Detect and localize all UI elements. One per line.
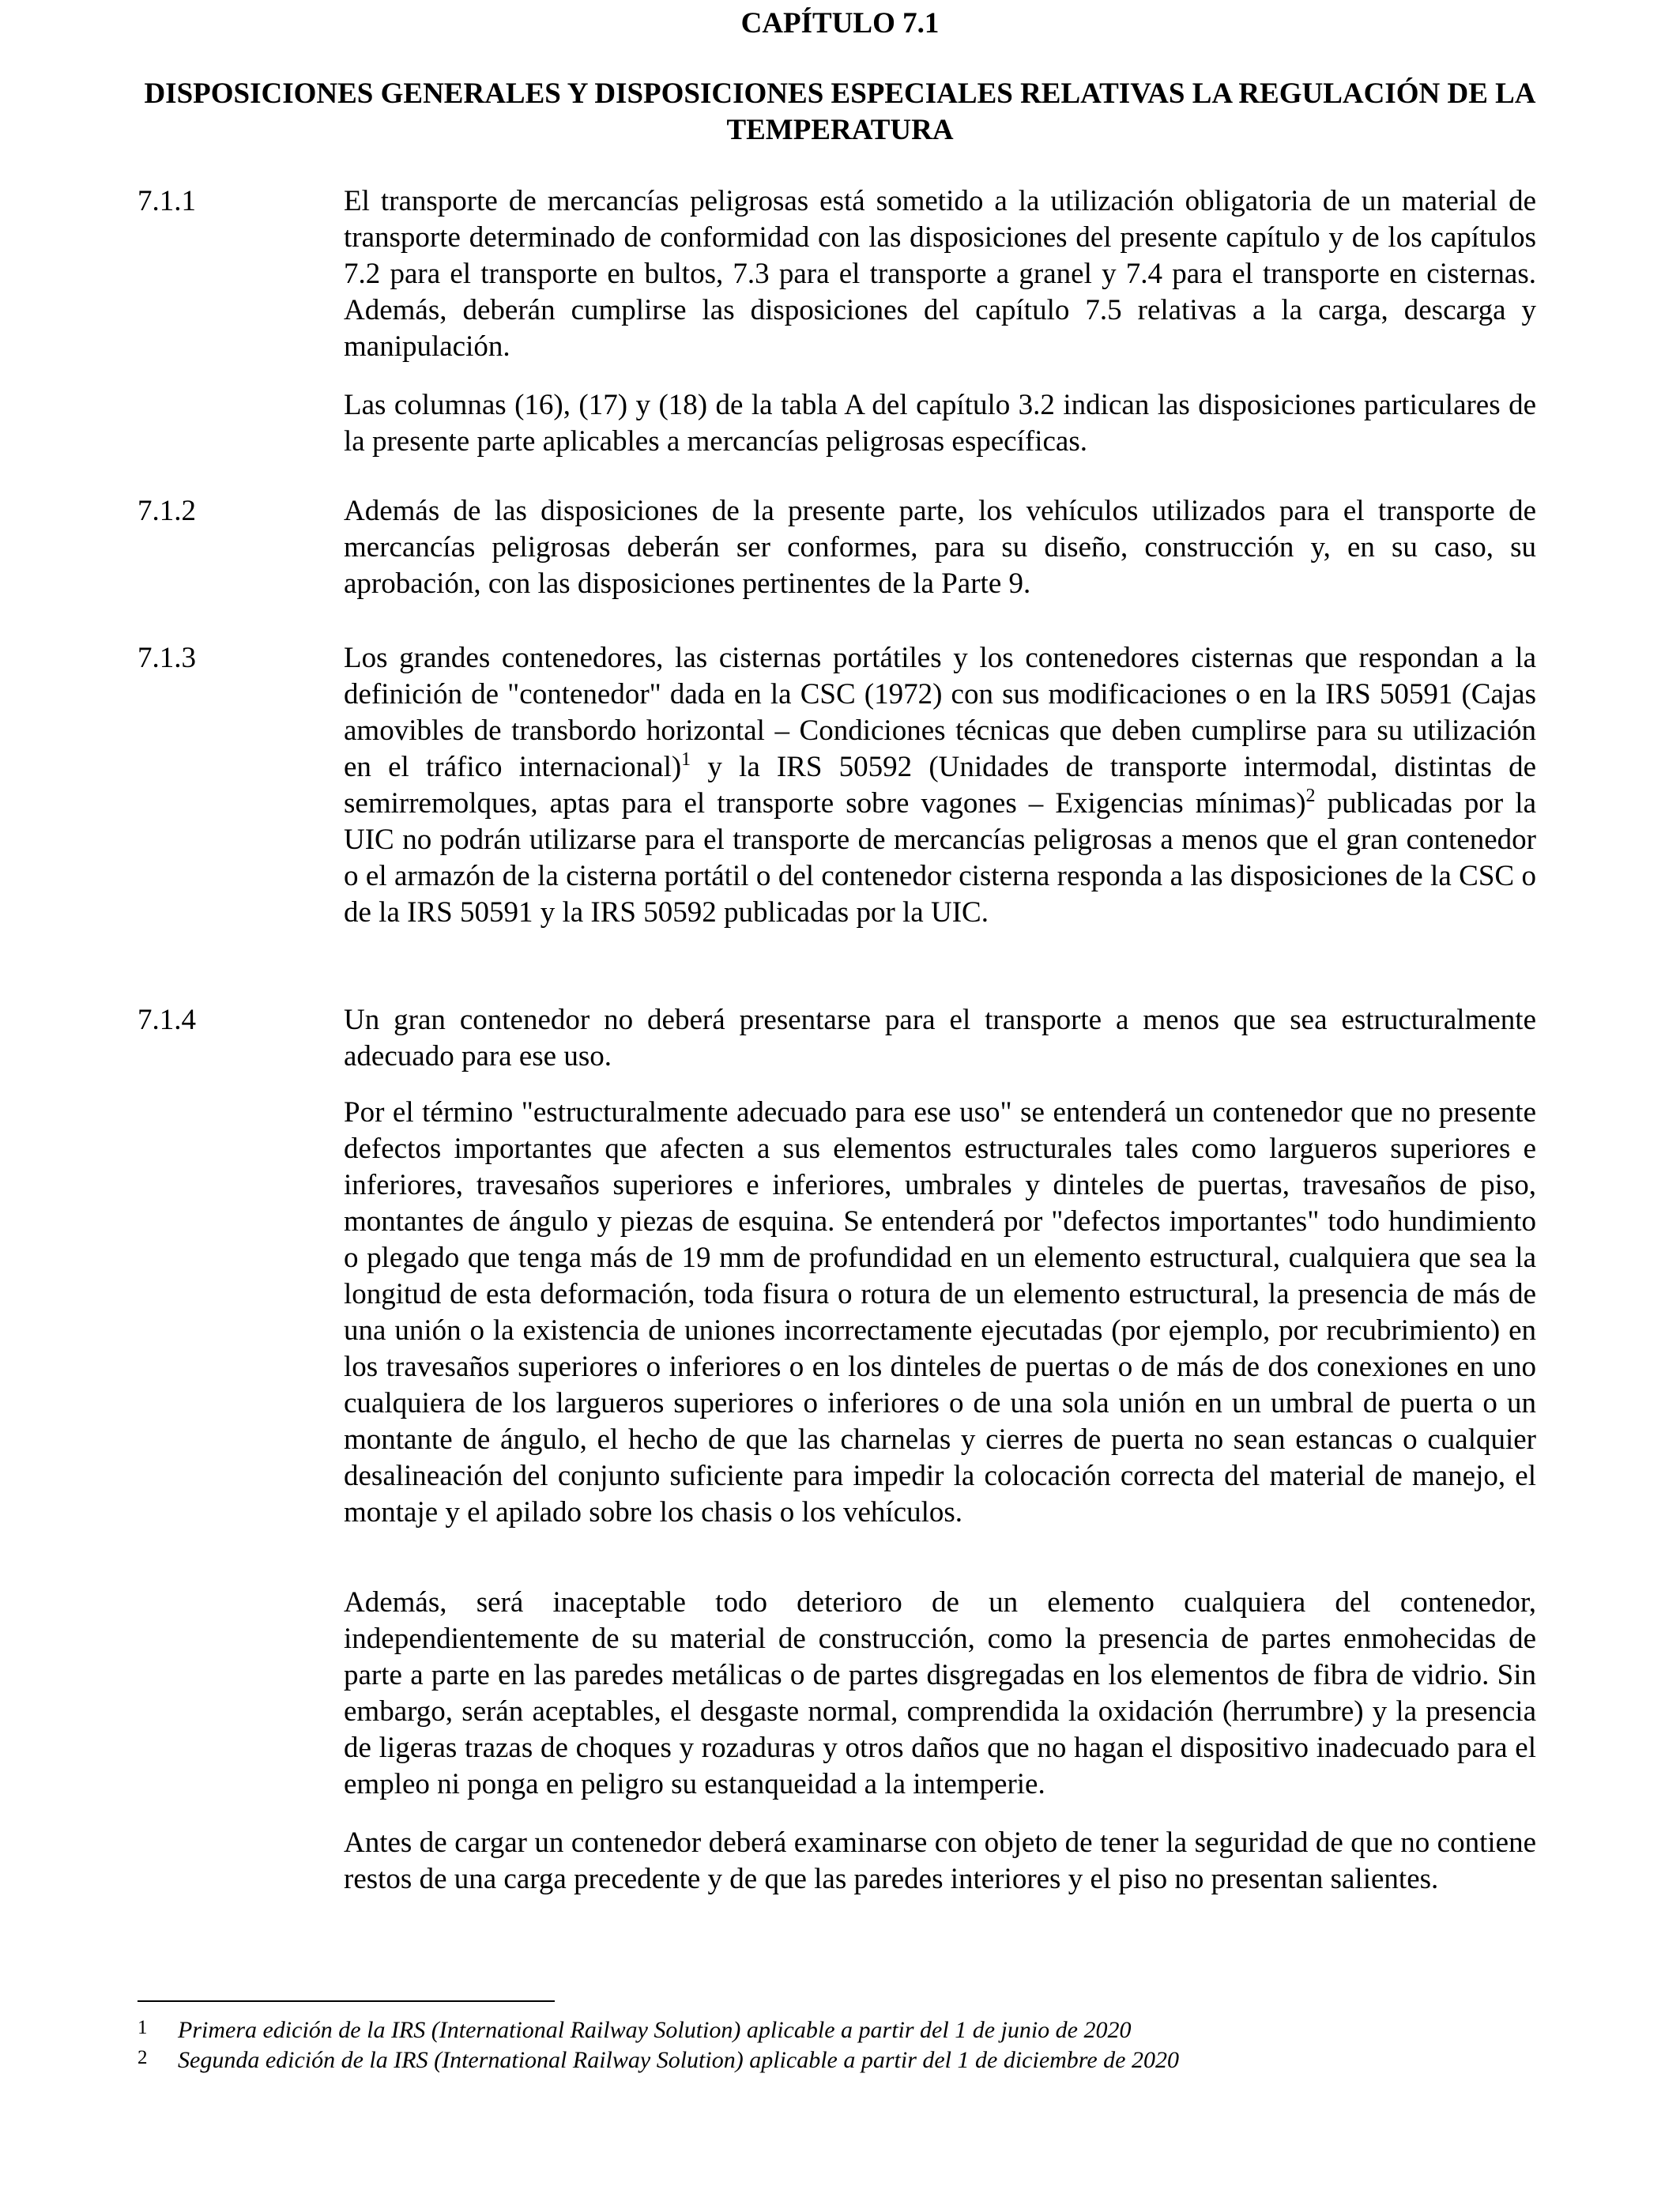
- section-number-7-1-2: 7.1.2: [137, 495, 196, 527]
- footnote-text-1: Primera edición de la IRS (International Railway Solution) aplicable a partir del 1 de junio de 2020: [178, 2017, 1132, 2043]
- section-7-1-1-paragraph-1: El transporte de mercancías peligrosas está sometido a la utilización obligatoria de un material de transporte determinado de conformidad con las disposiciones del presente capítulo y de los capítulos 7.2 para el transporte en bultos, 7.3 para el transporte a granel y 7.4 para el transporte en cisternas. Además, deberán cumplirse las disposiciones del capítulo 7.5 relativas a la carga, descarga y manipulación.: [344, 185, 1536, 363]
- section-7-1-3-text-c: publicadas por la UIC no podrán utilizarse para el transporte de mercancías peligrosas a menos que el gran contenedor o el armazón de la cisterna portátil o del contenedor cisterna responda a las disposiciones de la CSC o de la IRS 50591 y la IRS 50592 publicadas por la UIC.: [344, 787, 1537, 929]
- section-number-7-1-4: 7.1.4: [137, 1004, 196, 1036]
- section-7-1-4-paragraph-2: Por el término "estructuralmente adecuado para ese uso" se entenderá un contenedor que no presente defectos importantes que afecten a sus elementos estructurales tales como largueros superiores e inferiores, travesaños superiores e inferiores, umbrales y dinteles de puertas, travesaños de piso, montantes de ángulo y piezas de esquina. Se entenderá por "defectos importantes" todo hundimiento o plegado que tenga más de 19 mm de profundidad en un elemento estructural, cualquiera que sea la longitud de esta deformación, toda fisura o rotura de un elemento estructural, la presencia de más de una unión o la existencia de uniones incorrectamente ejecutadas (por ejemplo, por recubrimiento) en los travesaños superiores o inferiores o en los dinteles de puertas o de más de dos conexiones en uno cualquiera de los largueros superiores o inferiores o de una sola unión en un umbral de puerta o un montante de ángulo, el hecho de que las charnelas y cierres de puerta no sean estancas o cualquier desalineación del conjunto suficiente para impedir la colocación correcta del material de manejo, el montaje y el apilado sobre los chasis o los vehículos.: [344, 1096, 1536, 1529]
- footnote-number-1: 1: [137, 2017, 148, 2038]
- section-7-1-1-paragraph-2: Las columnas (16), (17) y (18) de la tabla A del capítulo 3.2 indican las disposiciones particulares de la presente parte aplicables a mercancías peligrosas específicas.: [344, 389, 1536, 458]
- section-7-1-3-text-a: Los grandes contenedores, las cisternas portátiles y los contenedores cisternas que respondan a la definición de "contenedor" dada en la CSC (1972) con sus modificaciones o en la IRS 50591 (Cajas amovibles de transbordo horizontal – Condiciones técnicas que deben cumplirse para su utilización en el tráfico internacional): [344, 642, 1536, 783]
- footnote-text-2: Segunda edición de la IRS (International Railway Solution) aplicable a partir del 1 de diciembre de 2020: [178, 2047, 1179, 2073]
- footnote-separator: [137, 2000, 555, 2002]
- footnote-reference-1: 1: [681, 749, 691, 770]
- chapter-title: DISPOSICIONES GENERALES Y DISPOSICIONES ESPECIALES RELATIVAS LA REGULACIÓN DE LA TEMPERATURA: [144, 77, 1536, 146]
- section-number-7-1-3: 7.1.3: [137, 642, 196, 674]
- footnote-number-2: 2: [137, 2047, 148, 2068]
- section-7-1-2-paragraph-1: Además de las disposiciones de la presente parte, los vehículos utilizados para el transporte de mercancías peligrosas deberán ser conformes, para su diseño, construcción y, en su caso, su aprobación, con las disposiciones pertinentes de la Parte 9.: [344, 495, 1536, 600]
- section-7-1-3-paragraph-1: [344, 640, 1536, 931]
- footnote-reference-2: 2: [1305, 786, 1316, 806]
- section-number-7-1-1: 7.1.1: [137, 185, 196, 217]
- section-7-1-4-paragraph-3: Además, será inaceptable todo deterioro de un elemento cualquiera del contenedor, independientemente de su material de construcción, como la presencia de partes enmohecidas de parte a parte en las paredes metálicas o de partes disgregadas en los elementos de fibra de vidrio. Sin embargo, serán aceptables, el desgaste normal, comprendida la oxidación (herrumbre) y la presencia de ligeras trazas de choques y rozaduras y otros daños que no hagan el dispositivo inadecuado para el empleo ni ponga en peligro su estanqueidad a la intemperie.: [344, 1586, 1536, 1800]
- chapter-heading: CAPÍTULO 7.1: [740, 7, 940, 40]
- section-7-1-4-paragraph-4: Antes de cargar un contenedor deberá examinarse con objeto de tener la seguridad de que no contiene restos de una carga precedente y de que las paredes interiores y el piso no presentan salientes.: [344, 1826, 1536, 1895]
- section-7-1-4-paragraph-1: Un gran contenedor no deberá presentarse para el transporte a menos que sea estructuralmente adecuado para ese uso.: [344, 1004, 1536, 1072]
- section-7-1-3-text-b: y la IRS 50592 (Unidades de transporte intermodal, distintas de semirremolques, aptas para el transporte sobre vagones – Exigencias mínimas): [344, 751, 1536, 820]
